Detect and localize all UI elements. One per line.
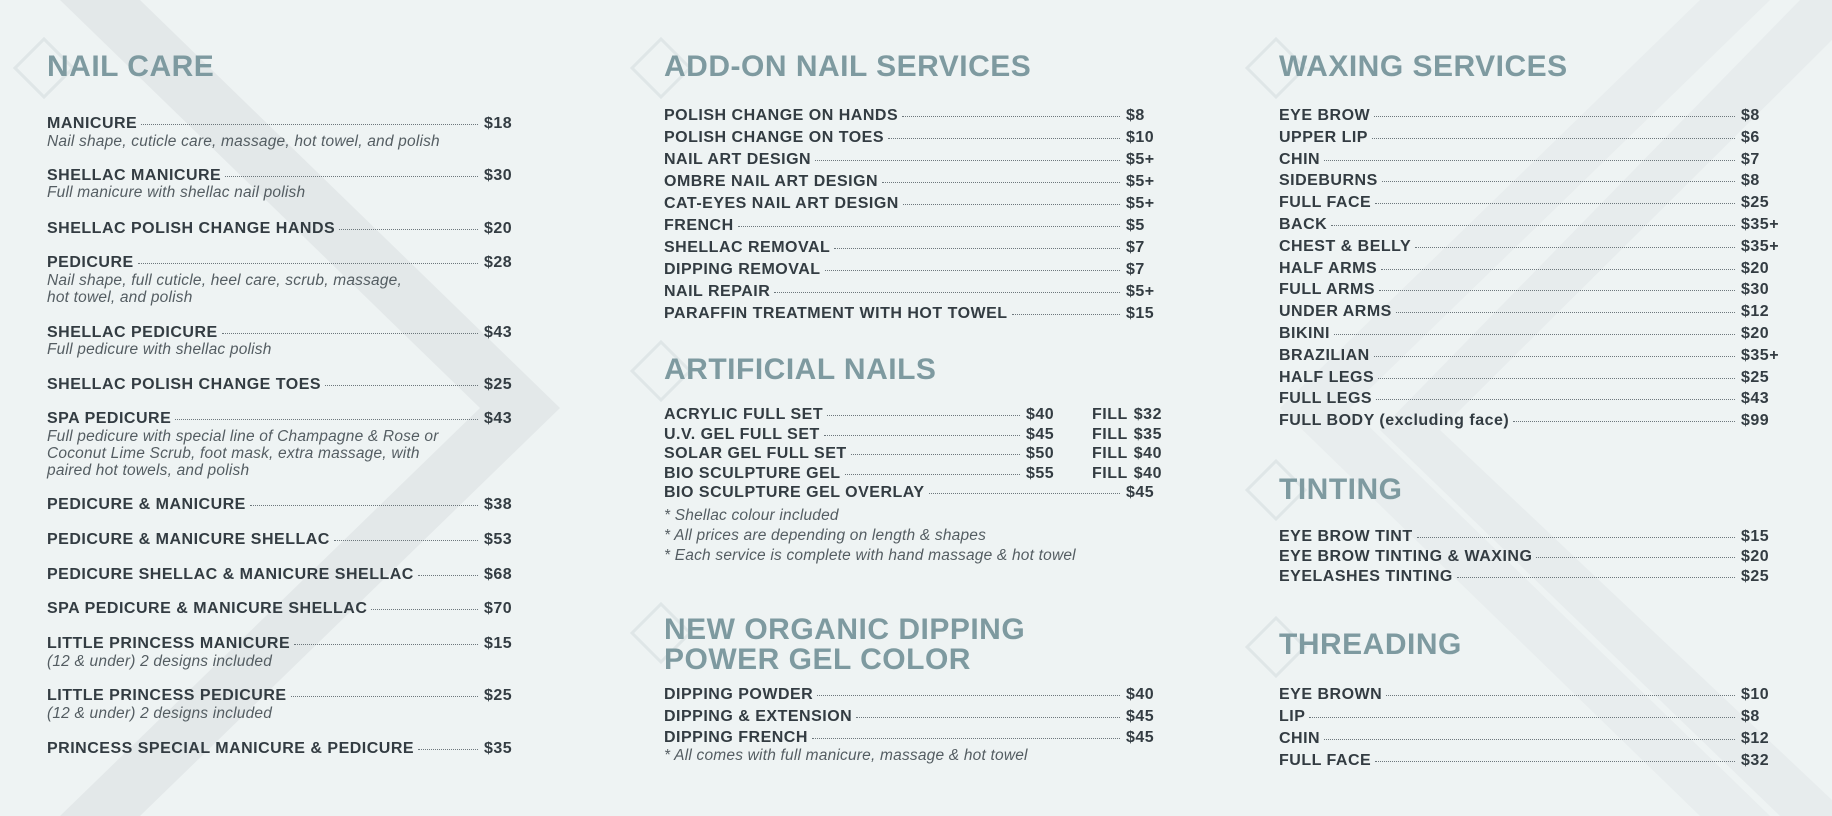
dot-leader xyxy=(250,505,478,506)
menu-item xyxy=(664,685,1164,705)
dot-leader xyxy=(1378,378,1735,379)
item-name: FULL BODY (excluding face) xyxy=(1279,412,1510,430)
item-name: PEDICURE & MANICURE xyxy=(47,496,246,513)
item-description: (12 & under) 2 designs included xyxy=(47,653,273,670)
dot-leader xyxy=(902,116,1120,117)
dot-leader xyxy=(834,248,1120,249)
item-name: EYE BROW TINT xyxy=(1279,528,1413,545)
menu-item xyxy=(664,282,1164,302)
item-description: Full pedicure with shellac polish xyxy=(47,341,272,358)
menu-item xyxy=(47,686,522,706)
dot-leader xyxy=(882,182,1120,183)
dot-leader xyxy=(888,138,1120,139)
dot-leader xyxy=(825,270,1120,271)
menu-item xyxy=(47,495,522,515)
fill-value: $35 xyxy=(1133,425,1162,443)
dot-leader xyxy=(1012,314,1120,315)
fill-price xyxy=(1066,444,1164,464)
item-price: $20 xyxy=(1741,325,1770,342)
dot-leader xyxy=(1324,739,1735,740)
menu-item xyxy=(1279,527,1779,547)
item-name: NAIL REPAIR xyxy=(664,283,771,300)
dot-leader xyxy=(845,474,1020,475)
menu-item xyxy=(47,530,522,550)
dot-leader xyxy=(1381,269,1735,270)
item-name: BIO SCULPTURE GEL OVERLAY xyxy=(664,484,925,501)
fill-label: FILL xyxy=(1092,406,1128,423)
item-price: $35+ xyxy=(1741,237,1780,255)
item-name: FULL ARMS xyxy=(1279,281,1376,299)
section-heading-line2: POWER GEL COLOR xyxy=(664,643,971,676)
dot-leader xyxy=(1334,334,1735,335)
dot-leader xyxy=(812,738,1120,739)
item-name: ACRYLIC FULL SET xyxy=(664,406,824,423)
dot-leader xyxy=(824,435,1020,436)
item-name: BRAZILIAN xyxy=(1279,346,1370,364)
item-name: PARAFFIN TREATMENT WITH HOT TOWEL xyxy=(664,305,1008,322)
section-heading: ARTIFICIAL NAILS xyxy=(664,353,937,386)
item-name: NAIL ART DESIGN xyxy=(664,151,812,168)
item-price: $6 xyxy=(1741,128,1760,146)
dot-leader xyxy=(929,493,1120,494)
item-name: LIP xyxy=(1279,708,1306,725)
menu-item xyxy=(664,238,1164,258)
item-name: U.V. GEL FULL SET xyxy=(664,425,820,443)
item-price: $50 xyxy=(1026,445,1055,462)
section-heading: WAXING SERVICES xyxy=(1279,50,1568,83)
fill-label: FILL xyxy=(1092,445,1128,462)
fill-price xyxy=(1066,425,1164,445)
menu-item xyxy=(664,405,1164,425)
artificial-note: * All prices are depending on length & shapes xyxy=(664,527,987,544)
item-name: BIO SCULPTURE GEL xyxy=(664,464,841,482)
item-description: (12 & under) 2 designs included xyxy=(47,705,273,722)
item-name: SHELLAC PEDICURE xyxy=(47,324,218,341)
item-price: $43 xyxy=(1741,390,1770,408)
menu-item xyxy=(1279,280,1779,300)
item-price: $5+ xyxy=(1126,195,1155,212)
item-name: DIPPING REMOVAL xyxy=(664,261,821,278)
menu-item xyxy=(1279,751,1779,771)
fill-value: $40 xyxy=(1133,445,1162,462)
menu-item xyxy=(1279,150,1779,170)
item-price: $12 xyxy=(1741,303,1770,321)
menu-item xyxy=(664,728,1164,748)
item-description: Full manicure with shellac nail polish xyxy=(47,184,306,201)
item-name: SHELLAC POLISH CHANGE TOES xyxy=(47,376,322,393)
item-name: SPA PEDICURE xyxy=(47,410,172,427)
dot-leader xyxy=(1375,203,1735,204)
dot-leader xyxy=(418,749,478,750)
item-price: $8 xyxy=(1741,172,1760,190)
item-price: $25 xyxy=(484,687,513,704)
menu-item xyxy=(1279,411,1779,431)
dot-leader xyxy=(1457,577,1735,578)
menu-item xyxy=(1279,707,1779,727)
item-name: PEDICURE xyxy=(47,254,134,271)
menu-item xyxy=(1279,259,1779,279)
item-price: $7 xyxy=(1126,239,1145,256)
menu-item xyxy=(1279,547,1779,567)
dot-leader xyxy=(1372,138,1735,139)
dot-leader xyxy=(291,696,478,697)
item-price: $30 xyxy=(1741,281,1770,299)
item-name: FULL FACE xyxy=(1279,194,1372,212)
item-price: $40 xyxy=(1126,686,1155,703)
item-description: Nail shape, cuticle care, massage, hot towel, and polish xyxy=(47,133,440,150)
item-price: $53 xyxy=(484,531,513,548)
item-name: DIPPING FRENCH xyxy=(664,729,808,746)
item-price: $20 xyxy=(1741,259,1770,277)
menu-item xyxy=(1279,193,1779,213)
item-name: BIKINI xyxy=(1279,325,1330,342)
menu-item xyxy=(47,166,522,186)
item-name: HALF LEGS xyxy=(1279,368,1375,386)
menu-item xyxy=(47,634,522,654)
dot-leader xyxy=(851,454,1020,455)
dot-leader xyxy=(1374,356,1735,357)
item-name: PEDICURE SHELLAC & MANICURE SHELLAC xyxy=(47,566,414,583)
item-price: $10 xyxy=(1741,686,1770,703)
item-name: PEDICURE & MANICURE SHELLAC xyxy=(47,531,330,548)
dot-leader xyxy=(339,229,478,230)
item-description: Full pedicure with special line of Champagne & Rose or Coconut Lime Scrub, foot mask, extra massage, with paired hot towels, and polish xyxy=(47,428,439,479)
item-name: POLISH CHANGE ON TOES xyxy=(664,129,885,146)
menu-item xyxy=(1279,368,1779,388)
dot-leader xyxy=(1375,761,1735,762)
menu-item xyxy=(1279,729,1779,749)
dot-leader xyxy=(1417,537,1735,538)
item-price: $45 xyxy=(1026,425,1055,443)
fill-value: $40 xyxy=(1133,464,1162,482)
item-name: LITTLE PRINCESS MANICURE xyxy=(47,635,291,652)
menu-item xyxy=(1279,389,1779,409)
artificial-note: * Shellac colour included xyxy=(664,507,839,524)
section-heading: NEW ORGANIC DIPPING xyxy=(664,613,1026,646)
menu-item xyxy=(1279,302,1779,322)
item-price: $25 xyxy=(1741,568,1770,585)
menu-item xyxy=(664,707,1164,727)
fill-label: FILL xyxy=(1092,425,1128,443)
item-name: HALF ARMS xyxy=(1279,259,1378,277)
menu-item xyxy=(1279,685,1779,705)
menu-item xyxy=(47,739,522,759)
menu-item xyxy=(47,565,522,585)
menu-item xyxy=(1279,346,1779,366)
item-price: $45 xyxy=(1126,484,1155,501)
item-price: $43 xyxy=(484,324,513,341)
item-name: CHEST & BELLY xyxy=(1279,237,1412,255)
item-price: $20 xyxy=(1741,548,1770,565)
item-price: $35+ xyxy=(1741,216,1780,233)
item-name: LITTLE PRINCESS PEDICURE xyxy=(47,687,287,704)
item-name: PRINCESS SPECIAL MANICURE & PEDICURE xyxy=(47,740,415,757)
item-price: $99 xyxy=(1741,412,1770,430)
menu-item xyxy=(47,219,522,239)
dot-leader xyxy=(1415,247,1735,248)
menu-item xyxy=(47,323,522,343)
menu-item xyxy=(664,150,1164,170)
menu-item xyxy=(664,483,1164,503)
item-price: $8 xyxy=(1741,107,1760,124)
item-price: $35+ xyxy=(1741,346,1780,364)
menu-item xyxy=(1279,171,1779,191)
item-price: $10 xyxy=(1126,129,1155,146)
item-price: $30 xyxy=(484,167,513,184)
item-name: CHIN xyxy=(1279,150,1321,168)
dot-leader xyxy=(903,204,1120,205)
item-price: $28 xyxy=(484,254,513,271)
item-name: SIDEBURNS xyxy=(1279,172,1378,190)
section-heading: TINTING xyxy=(1279,473,1403,506)
dot-leader xyxy=(1376,399,1735,400)
item-price: $5 xyxy=(1126,217,1145,234)
dot-leader xyxy=(1379,290,1735,291)
dot-leader xyxy=(1324,160,1735,161)
item-name: EYE BROWN xyxy=(1279,686,1383,703)
dot-leader xyxy=(418,575,478,576)
menu-item xyxy=(1279,567,1779,587)
artificial-note: * Each service is complete with hand massage & hot towel xyxy=(664,547,1076,564)
dot-leader xyxy=(856,717,1120,718)
dot-leader xyxy=(738,226,1120,227)
dot-leader xyxy=(1331,225,1735,226)
item-price: $15 xyxy=(484,635,513,652)
item-price: $40 xyxy=(1026,406,1055,423)
item-price: $8 xyxy=(1126,107,1145,124)
menu-item xyxy=(47,114,522,134)
menu-item xyxy=(47,409,522,429)
menu-item xyxy=(664,304,1164,324)
dot-leader xyxy=(827,415,1020,416)
fill-price xyxy=(1066,405,1164,425)
dot-leader xyxy=(222,333,478,334)
dot-leader xyxy=(1536,557,1735,558)
dot-leader xyxy=(225,176,478,177)
item-price: $20 xyxy=(484,220,513,237)
fill-label: FILL xyxy=(1092,464,1128,482)
item-name: CAT-EYES NAIL ART DESIGN xyxy=(664,195,899,212)
item-price: $25 xyxy=(1741,194,1770,212)
dot-leader xyxy=(1513,421,1735,422)
item-price: $7 xyxy=(1741,150,1760,168)
item-name: CHIN xyxy=(1279,730,1321,747)
item-price: $8 xyxy=(1741,708,1760,725)
item-price: $45 xyxy=(1126,707,1155,725)
item-name: EYE BROW xyxy=(1279,107,1371,124)
item-name: FULL LEGS xyxy=(1279,390,1373,408)
section-heading: THREADING xyxy=(1279,628,1462,661)
dot-leader xyxy=(1374,116,1735,117)
item-name: POLISH CHANGE ON HANDS xyxy=(664,107,899,124)
item-description: Nail shape, full cuticle, heel care, scrub, massage, hot towel, and polish xyxy=(47,272,403,306)
menu-item xyxy=(664,128,1164,148)
item-name: SHELLAC REMOVAL xyxy=(664,239,831,256)
dot-leader xyxy=(175,419,478,420)
dot-leader xyxy=(1382,181,1735,182)
dot-leader xyxy=(774,292,1120,293)
fill-price xyxy=(1066,464,1164,484)
menu-item xyxy=(1279,215,1779,235)
menu-item xyxy=(1279,128,1779,148)
menu-item xyxy=(664,260,1164,280)
item-price: $15 xyxy=(1126,305,1155,322)
item-price: $5+ xyxy=(1126,173,1155,190)
dot-leader xyxy=(334,540,478,541)
item-name: SHELLAC POLISH CHANGE HANDS xyxy=(47,220,336,237)
item-name: FULL FACE xyxy=(1279,752,1372,769)
item-price: $32 xyxy=(1741,752,1770,769)
item-price: $43 xyxy=(484,410,513,427)
section-heading: ADD-ON NAIL SERVICES xyxy=(664,50,1032,83)
item-price: $38 xyxy=(484,496,513,513)
menu-item xyxy=(47,253,522,273)
menu-item xyxy=(664,425,1164,445)
item-price: $25 xyxy=(1741,368,1770,386)
item-name: EYELASHES TINTING xyxy=(1279,568,1453,585)
dot-leader xyxy=(325,385,478,386)
dot-leader xyxy=(1309,717,1735,718)
item-name: SHELLAC MANICURE xyxy=(47,167,222,184)
item-name: UPPER LIP xyxy=(1279,128,1368,146)
item-name: DIPPING & EXTENSION xyxy=(664,707,853,725)
dot-leader xyxy=(1396,312,1735,313)
item-name: OMBRE NAIL ART DESIGN xyxy=(664,173,879,190)
item-price: $25 xyxy=(484,376,513,393)
item-name: FRENCH xyxy=(664,217,734,234)
item-price: $7 xyxy=(1126,261,1145,278)
item-name: EYE BROW TINTING & WAXING xyxy=(1279,548,1533,565)
menu-item xyxy=(664,106,1164,126)
dot-leader xyxy=(815,160,1120,161)
menu-item xyxy=(1279,237,1779,257)
item-price: $70 xyxy=(484,600,513,617)
menu-item xyxy=(664,216,1164,236)
dot-leader xyxy=(371,609,478,610)
item-price: $35 xyxy=(484,740,513,757)
item-name: UNDER ARMS xyxy=(1279,303,1392,321)
dipping-note: * All comes with full manicure, massage & hot towel xyxy=(664,747,1028,764)
dot-leader xyxy=(294,644,478,645)
menu-item xyxy=(664,464,1164,484)
menu-item xyxy=(664,194,1164,214)
item-name: BACK xyxy=(1279,216,1328,233)
menu-item xyxy=(1279,106,1779,126)
item-name: SOLAR GEL FULL SET xyxy=(664,445,847,462)
item-price: $5+ xyxy=(1126,151,1155,168)
item-name: SPA PEDICURE & MANICURE SHELLAC xyxy=(47,600,368,617)
item-name: MANICURE xyxy=(47,115,138,132)
dot-leader xyxy=(817,695,1120,696)
item-price: $55 xyxy=(1026,464,1055,482)
menu-item xyxy=(664,172,1164,192)
dot-leader xyxy=(138,263,478,264)
fill-value: $32 xyxy=(1133,406,1162,423)
menu-item xyxy=(47,599,522,619)
dot-leader xyxy=(141,124,478,125)
menu-item xyxy=(1279,324,1779,344)
item-price: $15 xyxy=(1741,528,1770,545)
dot-leader xyxy=(1386,695,1735,696)
item-price: $12 xyxy=(1741,730,1770,747)
item-price: $18 xyxy=(484,115,513,132)
item-price: $5+ xyxy=(1126,283,1155,300)
item-name: DIPPING POWDER xyxy=(664,686,814,703)
item-price: $45 xyxy=(1126,729,1155,746)
menu-item xyxy=(664,444,1164,464)
menu-item xyxy=(47,375,522,395)
item-price: $68 xyxy=(484,566,513,583)
section-heading: NAIL CARE xyxy=(47,50,215,83)
